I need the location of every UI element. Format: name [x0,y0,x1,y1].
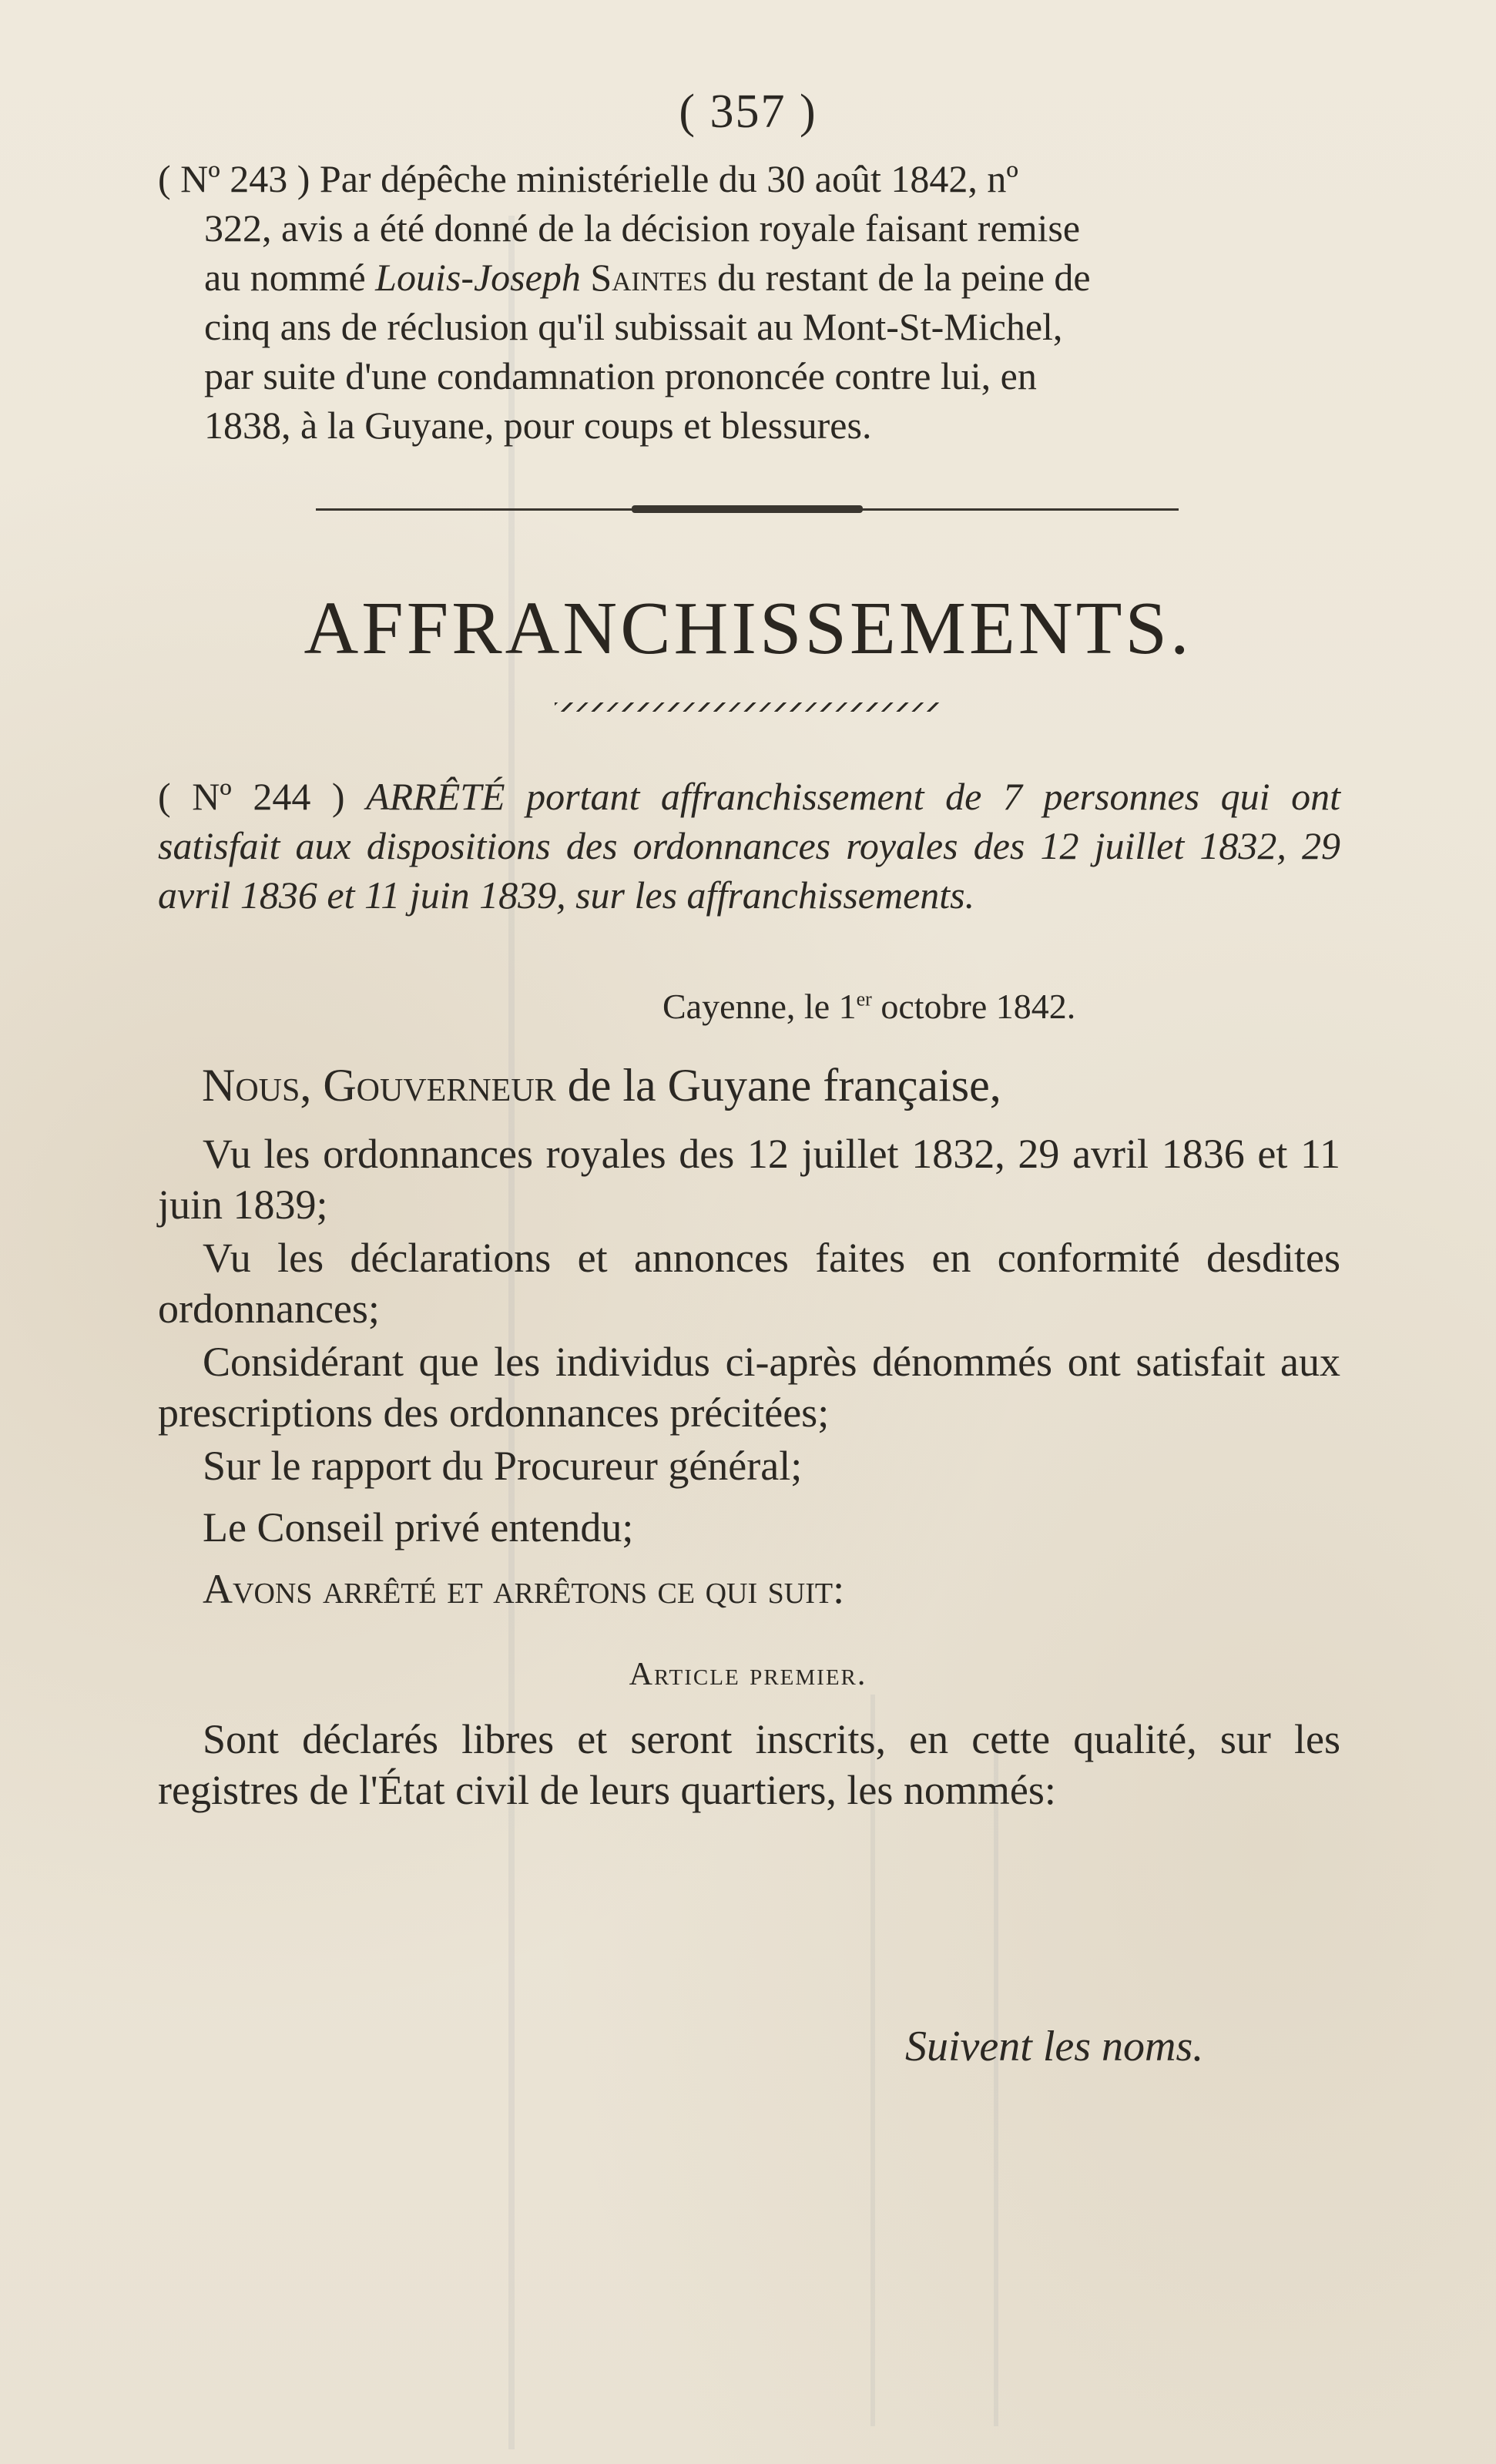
clause-avons: Avons arrêté et arrêtons ce qui suit: [203,1566,845,1612]
dateline-text: octobre 1842. [871,987,1076,1026]
notice-number: ( Nº 244 ) [158,775,367,818]
title-ornament [555,702,940,712]
closing-note: Suivent les noms. [905,2023,1204,2070]
dateline [662,986,1075,1027]
notice-243-line [158,253,1340,302]
clause-conseil: Le Conseil privé entendu; [203,1504,634,1550]
clause-sur-rapport: Sur le rapport du Procureur général; [203,1443,803,1489]
notice-244-text: ARRÊTÉ portant affranchissement de 7 personnes qui ont satisfait aux dispositions des ordonnances royales des 12 juillet 1832, 29 avril 1836 et 11 juin 1839, sur les affranchissements. [158,775,1340,917]
section-title: AFFRANCHISSEMENTS. [304,587,1192,670]
notice-243-line: 322, avis a été donné de la décision royale faisant remise [204,206,1081,250]
notice-243 [158,154,1340,450]
text-run: au nommé [204,256,376,299]
section-divider-ornament [632,505,863,513]
person-surname: Saintes [580,256,708,299]
text-run: du restant de la peine de [707,256,1091,299]
show-through-line [994,1733,998,2426]
notice-243-line: par suite d'une condamnation prononcée contre lui, en [204,354,1037,397]
article-text: Sont déclarés libres et seront inscrits, en cette qualité, sur les registres de l'État civil de leurs quartiers, les nommés: [158,1716,1340,1813]
dateline-text: Cayenne, le 1 [662,987,857,1026]
notice-243-line: 1838, à la Guyane, pour coups et blessures. [204,404,872,447]
issuer-title: Nous, Gouverneur [202,1060,556,1111]
page-number: ( 357 ) [679,85,817,138]
issuer-line [202,1059,1001,1112]
dateline-sup: er [856,987,872,1011]
article-heading: Article premier. [629,1657,867,1692]
clause-vu-declarations: Vu les déclarations et annonces faites en conformité desdites ordonnances; [158,1235,1340,1332]
notice-243-line: cinq ans de réclusion qu'il subissait au Mont-St-Michel, [204,305,1063,348]
person-name: Louis-Joseph [375,256,581,299]
notice-244 [158,772,1340,920]
issuer-rest: de la Guyane française, [555,1060,1001,1111]
clause-vu-ordonnances: Vu les ordonnances royales des 12 juillet 1832, 29 avril 1836 et 11 juin 1839; [158,1131,1340,1228]
clause-considerant: Considérant que les individus ci-après dénommés ont satisfait aux prescriptions des ordonnances précitées; [158,1339,1340,1436]
notice-243-line: ( Nº 243 ) Par dépêche ministérielle du 30 août 1842, nº [158,157,1018,200]
